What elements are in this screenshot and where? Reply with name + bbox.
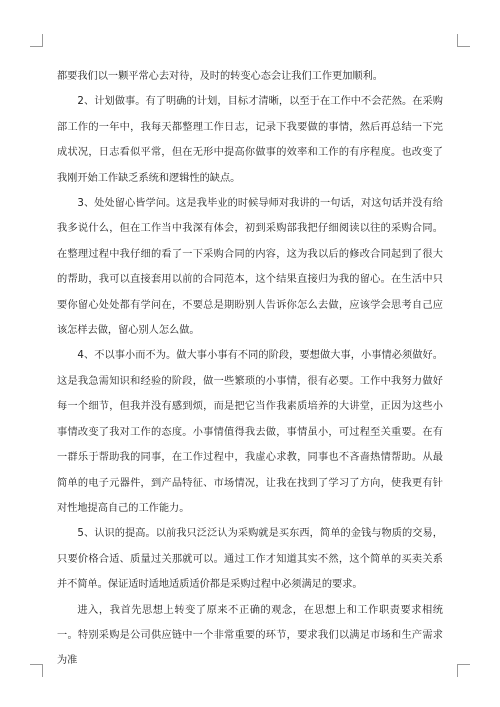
paragraph-understanding: 5、认识的提高。以前我只泛泛认为采购就是买东西，简单的金钱与物质的交易，只要价格合适、质量过关那就可以。通过工作才知道其实不然，这个简单的买卖关系并不简单。保证适时适地适质适价都是采购过程中必须满足的要求。 <box>57 528 443 591</box>
crop-mark-bottom-right <box>457 664 470 677</box>
crop-mark-top-left <box>30 34 43 47</box>
body-text <box>57 64 443 674</box>
paragraph-attention: 3、处处留心皆学问。这是我毕业的时候导师对我讲的一句话，对这句话并没有给我多说什么，但在工作当中我深有体会，初到采购部我把仔细阅读以往的采购合同。在整理过程中我仔细的看了一下采购合同的内容，这为我以后的修改合同起到了很大的帮助，我可以直接套用以前的合同范本，这个结果直接归为我的留心。在生活中只要你留心处处都有学问在，不要总是期盼别人告诉你怎么去做，应该学会思考自己应该怎样去做，留心别人怎么做。 <box>57 198 443 337</box>
paragraph-mindset: 进入，我首先思想上转变了原来不正确的观念，在思想上和工作职责要求相统一。特别采购是公司供应链中一个非常重要的环节，要求我们以满足市场和生产需求为准 <box>57 604 443 667</box>
paragraph-small-things: 4、不以事小而不为。做大事小事有不同的阶段，要想做大事，小事情必须做好。这是我急需知识和经验的阶段，做一些繁琐的小事情，很有必要。工作中我努力做好每一个细节，但我并没有感到烦，而是把它当作我素质培养的大讲堂，正因为这些小事情改变了我对工作的态度。小事情值得我去做，事情虽小，可过程至关重要。在有一群乐于帮助我的同事，在工作过程中，我虚心求教，同事也不吝啬热情帮助。从最简单的电子元器件，到产品特征、市场情况，让我在找到了学习了方向，使我更有针对性地提高自己的工作能力。 <box>57 350 443 514</box>
crop-mark-bottom-left <box>30 664 43 677</box>
paragraph-plan-work: 2、计划做事。有了明确的计划，目标才清晰，以至于在工作中不会茫然。在采购部工作的一年中，我每天都整理工作日志，记录下我要做的事情，然后再总结一下完成状况，日志看似平常，但在无形中提高你做事的效率和工作的有序程度。也改变了我刚开始工作缺乏系统和逻辑性的缺点。 <box>57 96 443 184</box>
paragraph-continued: 都要我们以一颗平常心去对待，及时的转变心态会让我们工作更加顺利。 <box>57 71 383 82</box>
crop-mark-top-right <box>457 34 470 47</box>
